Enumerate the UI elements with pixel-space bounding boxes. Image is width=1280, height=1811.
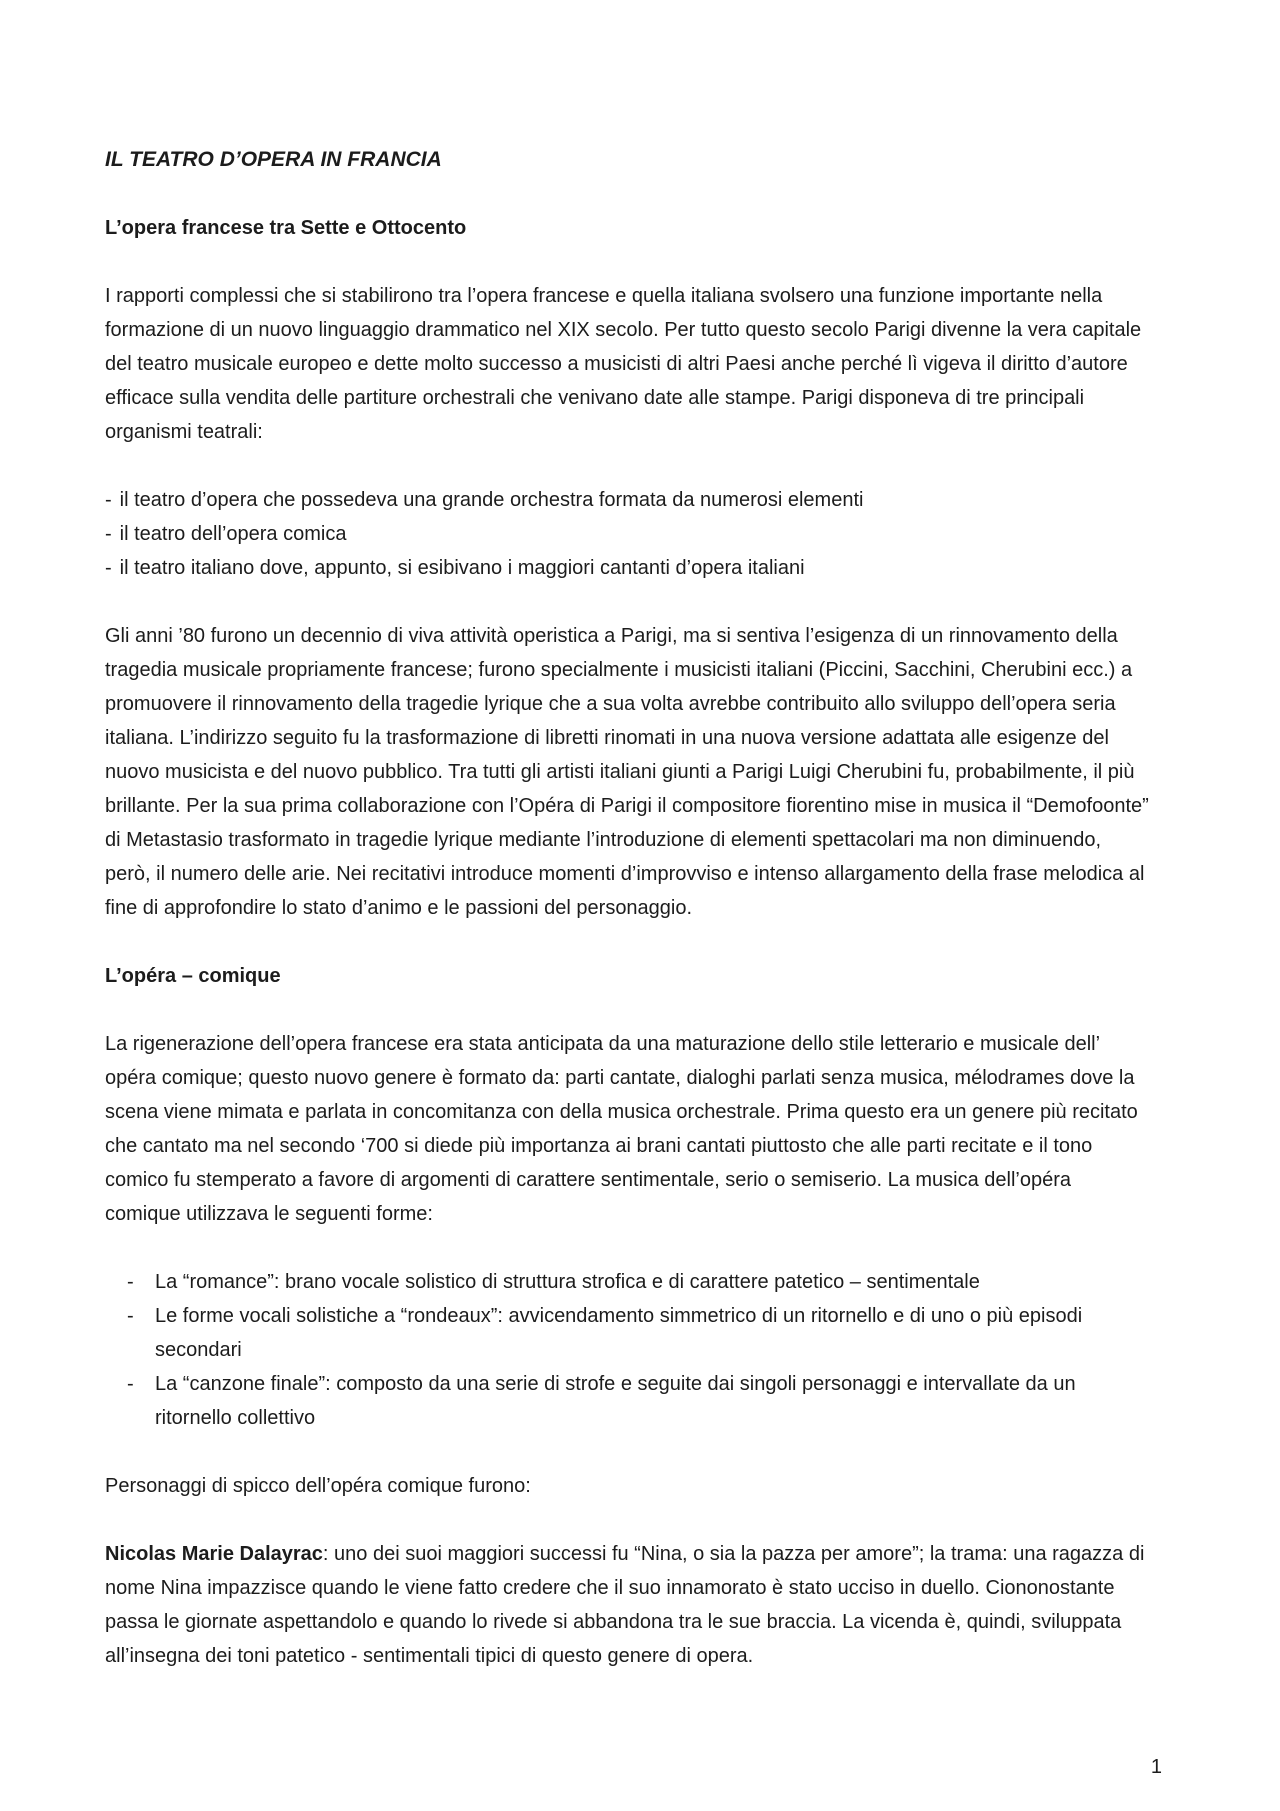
list-dash-marker: -: [105, 557, 112, 579]
list-item: [105, 517, 1150, 551]
list-item-text: La “romance”: brano vocale solistico di struttura strofica e di carattere patetico – sentimentale: [155, 1271, 980, 1293]
list-item: [105, 1265, 1150, 1299]
heading-opera-francese: L’opera francese tra Sette e Ottocento: [105, 217, 467, 239]
list-item: [105, 551, 1150, 585]
page-number: 1: [1150, 1756, 1162, 1778]
list-item-text: Le forme vocali solistiche a “rondeaux”: avvicendamento simmetrico di un ritornello e di uno o più episodi secondari: [155, 1305, 1083, 1361]
heading-opera-comique: L’opéra – comique: [105, 965, 281, 987]
list-dash-marker: -: [105, 523, 112, 545]
list-item-text: il teatro d’opera che possedeva una grande orchestra formata da numerosi elementi: [119, 489, 864, 511]
list-organismi-teatrali: [105, 483, 1150, 585]
paragraph-dalayrac: [105, 1537, 1150, 1673]
list-dash-marker: -: [105, 489, 112, 511]
paragraph-anni-80: Gli anni ’80 furono un decennio di viva attività operistica a Parigi, ma si sentiva l’esigenza di un rinnovamento della tragedia musicale propriamente francese; furono specialmente i musicisti italiani (Piccini, Sacchini, Cherubini ecc.) a promuovere il rinnovamento della tragedie lyrique che a sua volta avrebbe contribuito allo sviluppo dell’opera seria italiana. L’indirizzo seguito fu la trasformazione di libretti rinomati in una nuova versione adattata alle esigenze del nuovo musicista e del nuovo pubblico. Tra tutti gli artisti italiani giunti a Parigi Luigi Cherubini fu, probabilmente, il più brillante. Per la sua prima collaborazione con l’Opéra di Parigi il compositore fiorentino mise in musica il “Demofoonte” di Metastasio trasformato in tragedie lyrique mediante l’introduzione di elementi spettacolari ma non diminuendo, però, il numero delle arie. Nei recitativi introduce momenti d’improvviso e intenso allargamento della frase melodica al fine di approfondire lo stato d’animo e le passioni del personaggio.: [105, 625, 1149, 919]
list-forme-musicali: [105, 1265, 1150, 1435]
list-dash-marker: -: [127, 1305, 134, 1327]
paragraph-personaggi-di-spicco: Personaggi di spicco dell’opéra comique furono:: [105, 1475, 531, 1497]
person-name: Nicolas Marie Dalayrac: [105, 1543, 323, 1565]
list-item: [105, 483, 1150, 517]
list-item-text: La “canzone finale”: composto da una serie di strofe e seguite dai singoli personaggi e intervallate da un ritornello collettivo: [155, 1373, 1076, 1429]
list-item-text: il teatro italiano dove, appunto, si esibivano i maggiori cantanti d’opera italiani: [119, 557, 805, 579]
paragraph-dalayrac-text: : uno dei suoi maggiori successi fu “Nina, o sia la pazza per amore”; la trama: una ragazza di nome Nina impazzisce quando le viene fatto credere che il suo innamorato è stato ucciso in duello. Ciononostante passa le giornate aspettandolo e quando lo rivede si abbandona tra le sue braccia. La vicenda è, quindi, sviluppata all’insegna dei toni patetico - sentimentali tipici di questo genere di opera.: [105, 1543, 1145, 1667]
list-dash-marker: -: [127, 1373, 134, 1395]
list-item-text: il teatro dell’opera comica: [119, 523, 347, 545]
list-dash-marker: -: [127, 1271, 134, 1293]
document-title: IL TEATRO D’OPERA IN FRANCIA: [105, 148, 442, 171]
paragraph-rigenerazione: La rigenerazione dell’opera francese era stata anticipata da una maturazione dello stile letterario e musicale dell’ opéra comique; questo nuovo genere è formato da: parti cantate, dialoghi parlati senza musica, mélodrames dove la scena viene mimata e parlata in concomitanza con della musica orchestrale. Prima questo era un genere più recitato che cantato ma nel secondo ‘700 si diede più importanza ai brani cantati piuttosto che alle parti recitate e il tono comico fu stemperato a favore di argomenti di carattere sentimentale, serio o semiserio. La musica dell’opéra comique utilizzava le seguenti forme:: [105, 1033, 1138, 1225]
list-item: [105, 1299, 1150, 1367]
paragraph-rapporti-complessi: I rapporti complessi che si stabilirono tra l’opera francese e quella italiana svolsero una funzione importante nella formazione di un nuovo linguaggio drammatico nel XIX secolo. Per tutto questo secolo Parigi divenne la vera capitale del teatro musicale europeo e dette molto successo a musicisti di altri Paesi anche perché lì vigeva il diritto d’autore efficace sulla vendita delle partiture orchestrali che venivano date alle stampe. Parigi disponeva di tre principali organismi teatrali:: [105, 285, 1142, 443]
list-item: [105, 1367, 1150, 1435]
